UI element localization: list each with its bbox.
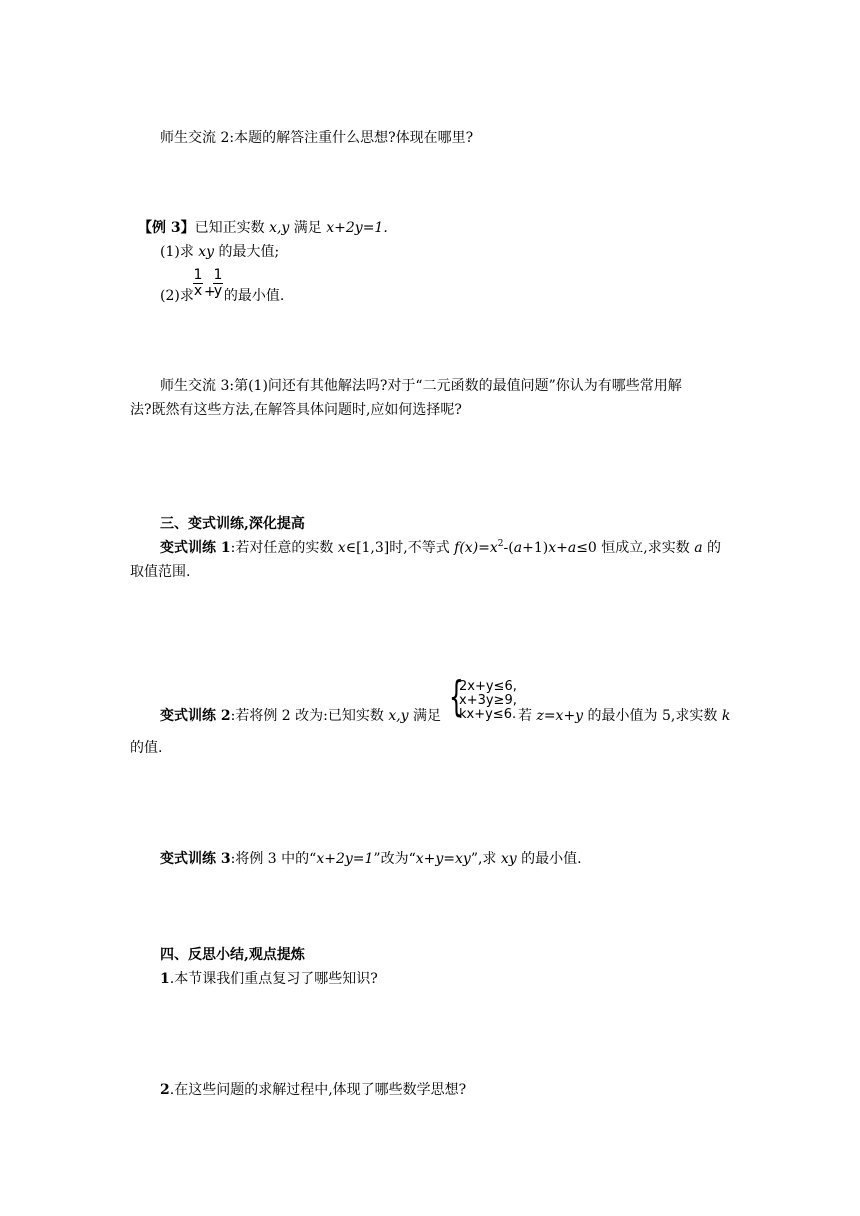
v1-text: :若对任意的实数 [230, 540, 338, 556]
variant-3 [160, 849, 582, 869]
v2-k: k [721, 708, 731, 724]
v3-text-d: 的最小值. [516, 851, 582, 867]
v2-z: z=x+y [536, 708, 584, 724]
q1-text: (1)求 [160, 244, 199, 260]
item-1-text: .本节课我们重点复习了哪些知识? [169, 971, 378, 987]
v1-text-d: +1) [522, 540, 549, 556]
v1-x2: x [548, 540, 557, 556]
item-1-number: 1 [160, 971, 170, 987]
example-3-label: 【例 3】 [138, 220, 195, 236]
example-3-stem [138, 218, 388, 238]
v1-x: x [337, 540, 346, 556]
variant-1-label: 变式训练 1 [160, 540, 231, 556]
v2-text-b: 满足 [408, 708, 442, 724]
section-4-item-1 [160, 969, 378, 989]
fraction-1-over-x [193, 268, 203, 298]
plus-sign: + [204, 284, 216, 300]
v2-text-d: 的最小值为 5,求实数 [583, 708, 722, 724]
v2-vars: x,y [388, 708, 409, 724]
system-brace: { [449, 672, 464, 721]
example-3-vars: x,y [269, 220, 290, 236]
v3-text-b: ”改为“ [373, 851, 416, 867]
discussion-3-line-1 [160, 376, 682, 396]
section-4-title [160, 945, 305, 965]
v1-a1: a [513, 540, 523, 556]
section-4-item-2 [160, 1080, 466, 1100]
example-3-stem-text: 已知正实数 [194, 220, 270, 236]
variant-1-line-1 [160, 538, 721, 558]
v1-text-c: -( [503, 540, 514, 556]
fraction-denominator: x [193, 283, 203, 299]
v1-a3: a [694, 540, 703, 556]
section-4-heading: 四、反思小结,观点提炼 [160, 947, 305, 963]
v1-line-2-text: 取值范围. [130, 564, 191, 580]
example-3-stem-text2: 满足 [289, 220, 327, 236]
variant-1-line-2 [130, 562, 190, 582]
v1-text-e: + [556, 540, 568, 556]
fraction-1-over-y [213, 268, 223, 298]
section-3-heading: 三、变式训练,深化提高 [160, 516, 305, 532]
v3-eq2: x+y=xy [415, 851, 471, 867]
inequality-2: x+3y≥9, [459, 693, 517, 708]
q1-var: xy [198, 244, 215, 260]
v1-text-b: ∈[1,3]时,不等式 [345, 540, 455, 556]
discussion-2-text: 师生交流 2:本题的解答注重什么思想?体现在哪里? [160, 130, 474, 146]
discussion-2 [160, 128, 473, 148]
discussion-3-text-1: 师生交流 3:第(1)问还有其他解法吗?对于“二元函数的最值问题”你认为有哪些常用解 [160, 378, 682, 394]
variant-2-line-2 [130, 738, 162, 758]
variant-2-label: 变式训练 2 [160, 708, 231, 724]
q2-text2: 的最小值. [223, 288, 285, 304]
v2-text-c: 若 [518, 708, 537, 724]
v1-text-h: 的 [702, 540, 722, 556]
v3-text-c: ”,求 [470, 851, 501, 867]
v3-text: :将例 3 中的“ [230, 851, 317, 867]
inequality-1: 2x+y≤6, [459, 679, 517, 694]
v1-a2: a [567, 540, 577, 556]
v2-text: :若将例 2 改为:已知实数 [230, 708, 389, 724]
section-3-title [160, 514, 305, 534]
example-3-question-1 [160, 242, 279, 262]
v3-xy: xy [500, 851, 517, 867]
v2-line-2-text: 的值. [130, 740, 163, 756]
variant-2-line-1 [160, 706, 441, 726]
q2-text: (2)求 [160, 288, 194, 304]
inequality-3: kx+y≤6. [459, 707, 517, 722]
discussion-3-line-2 [130, 400, 462, 420]
fraction-numerator: 1 [213, 267, 223, 283]
q1-text2: 的最大值; [214, 244, 280, 260]
fraction-denominator: y [213, 283, 223, 299]
variant-3-label: 变式训练 3 [160, 851, 231, 867]
discussion-3-text-2: 法?既然有这些方法,在解答具体问题时,应如何选择呢? [130, 402, 462, 418]
v1-text-g: ≤0 恒成立,求实数 [576, 540, 695, 556]
item-2-text: .在这些问题的求解过程中,体现了哪些数学思想? [169, 1082, 467, 1098]
v1-function: f(x)=x [454, 540, 498, 556]
v1-exponent: 2 [497, 539, 504, 549]
v3-eq1: x+2y=1 [316, 851, 374, 867]
fraction-numerator: 1 [193, 267, 203, 283]
item-2-number: 2 [160, 1082, 170, 1098]
example-3-equation: x+2y=1. [326, 220, 388, 236]
inequality-system [459, 680, 517, 722]
variant-2-line-1-tail [518, 706, 730, 726]
